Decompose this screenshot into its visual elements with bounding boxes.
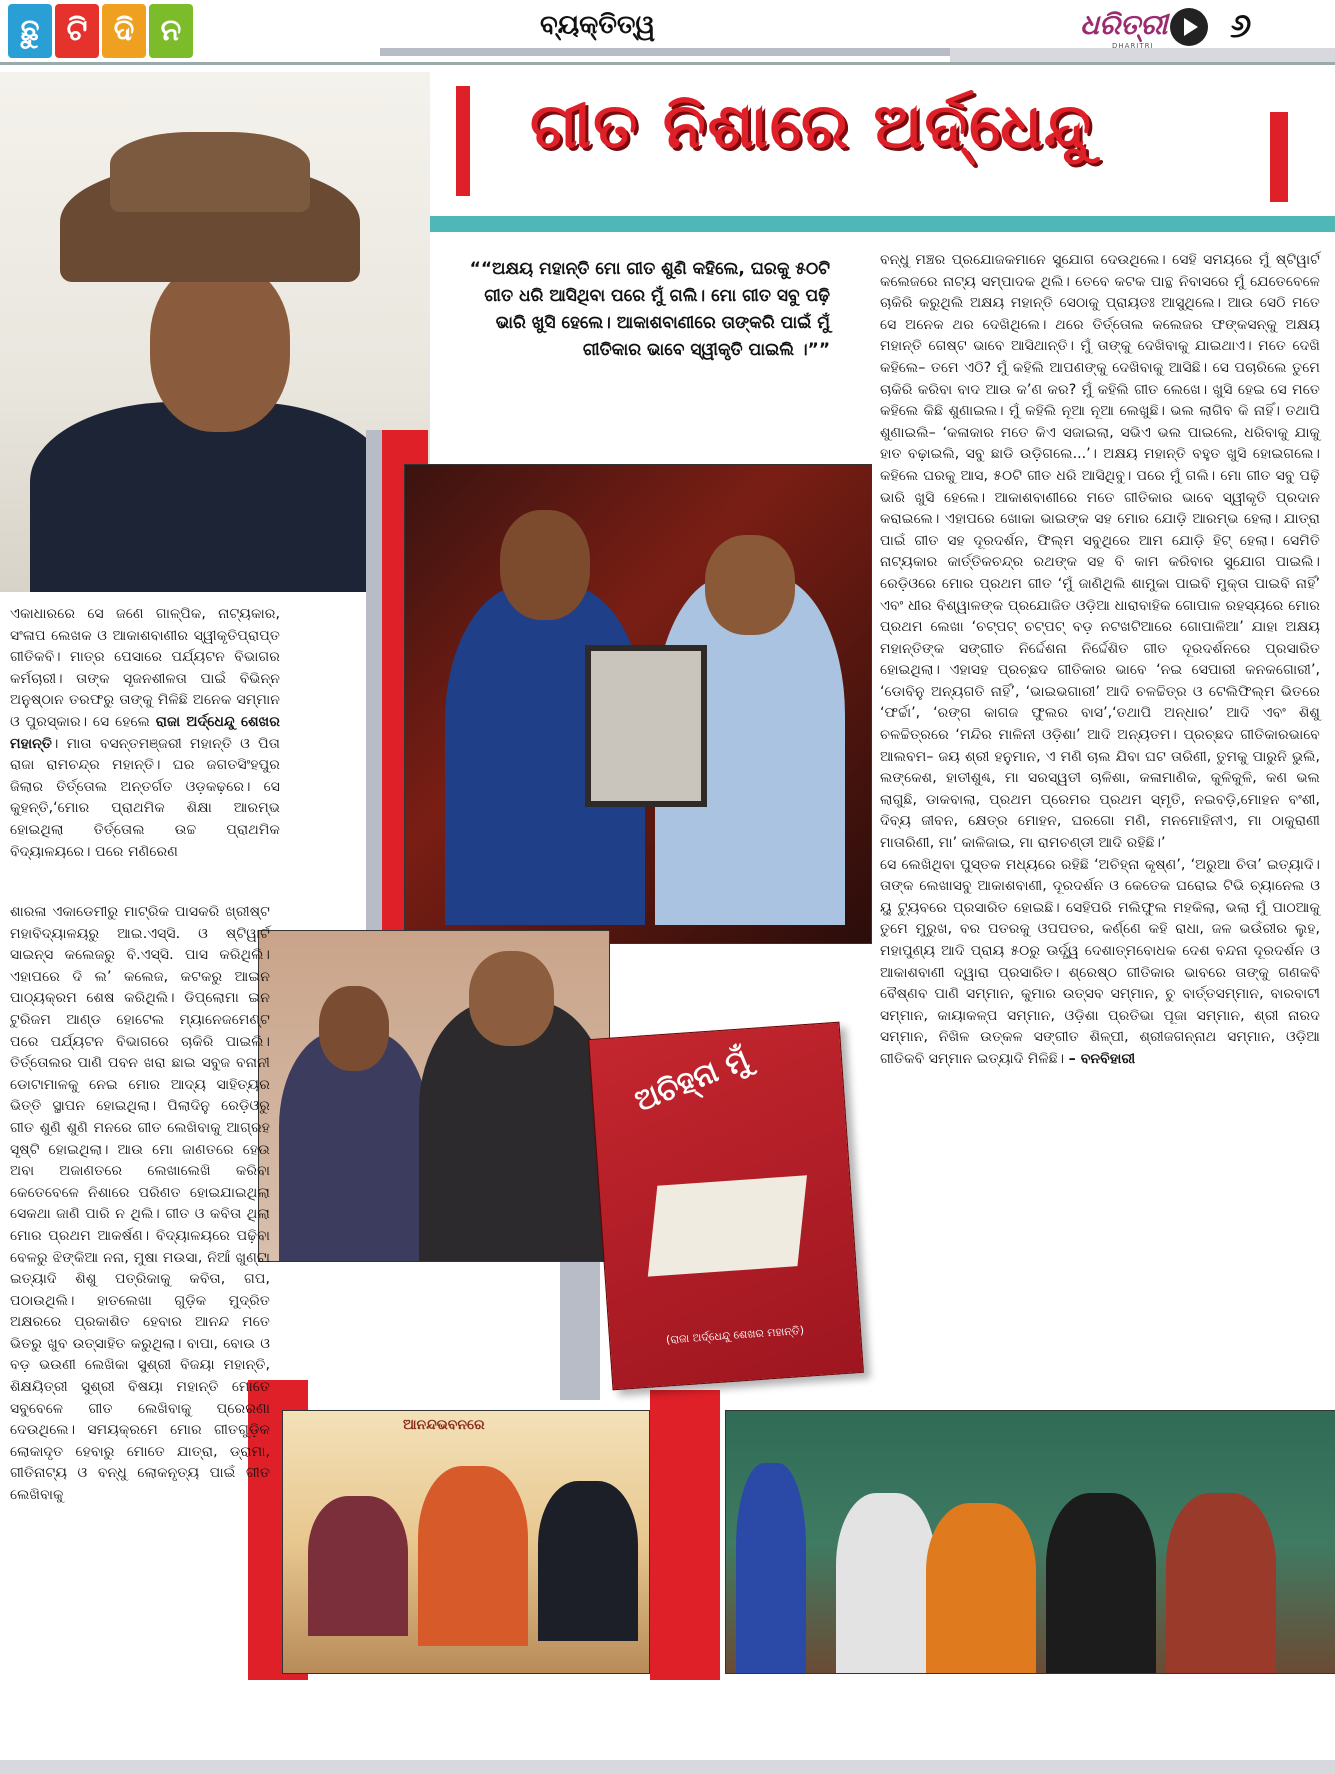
- brand-letter-2: ଟି: [55, 4, 99, 58]
- subject-name: ରାଜା ଅର୍ଦ୍ଧେନ୍ଦୁ ଶେଖର ମହାନ୍ତି: [10, 713, 280, 752]
- stage-banner: ଆନନ୍ଦଭବନରେ: [403, 1417, 485, 1433]
- byline: – ବନବିହାରୀ: [1068, 1050, 1136, 1067]
- book-cover: [588, 1022, 864, 1391]
- paper-sub: DHARITRI: [1112, 42, 1154, 50]
- headline: ଗୀତ ନିଶାରେ ଅର୍ଦ୍ଧେନ୍ଦୁ: [530, 89, 1093, 162]
- teal-bar: [430, 216, 1335, 232]
- pull-quote: ““ଅକ୍ଷୟ ମହାନ୍ତି ମୋ ଗୀତ ଶୁଣି କହିଲେ, ଘରକୁ ୫୦ଟି ଗୀତ ଧରି ଆସିଥିବା ପରେ ମୁଁ ଗଲି। ମୋ ଗୀତ ସବୁ ପଢ଼ି ଭାରି ଖୁସି ହେଲେ। ଆକାଶବାଣୀରେ ତାଙ୍କରି ପାଇଁ ମୁଁ ଗୀତିକାର ଭାବେ ସ୍ୱୀକୃତି ପାଇଲି ।””: [469, 259, 830, 360]
- footer-bar: [0, 1760, 1335, 1774]
- headline-deco-right: [1270, 112, 1288, 202]
- header-bar-right: [950, 48, 1335, 62]
- book-title: ଅଚିହ୍ନା ମୁଁ: [629, 1041, 754, 1120]
- headline-deco-left: [456, 86, 470, 196]
- duo-photo: [258, 930, 610, 1262]
- article-left-top-a: ଏକାଧାରରେ ସେ ଜଣେ ଗାଳ୍ପିକ, ନାଟ୍ୟକାର, ସଂଳାପ ଲେଖକ ଓ ଆକାଶବାଣୀର ସ୍ୱୀକୃତିପ୍ରାପ୍ତ ଗୀତିକବି। ମାତ୍ର ପେସାରେ ପର୍ଯ୍ୟଟନ ବିଭାଗର କର୍ମଚାରୀ। ତାଙ୍କ ସୃଜନଶୀଳତା ପାଇଁ ବିଭିନ୍ନ ଅନୁଷ୍ଠାନ ତରଫରୁ ତାଙ୍କୁ ମିଳିଛି ଅନେକ ସମ୍ମାନ ଓ ପୁରସ୍କାର। ସେ ହେଲେ: [10, 606, 280, 730]
- book-author: (ରାଜା ଅର୍ଦ୍ଧେନ୍ଦୁ ଶେଖର ମହାନ୍ତି): [665, 1323, 805, 1347]
- stage-photo: [282, 1410, 650, 1674]
- play-icon: [1170, 8, 1208, 46]
- brand-letter-1: ଛୁ: [8, 4, 52, 58]
- brand-letter-3: ଦି: [102, 4, 146, 58]
- brand-letter-4: ନ: [149, 4, 193, 58]
- deco-grey-block-1: [366, 430, 382, 950]
- article-right-p1: ବନ୍ଧୁ ମଞ୍ଚର ପ୍ରଯୋଜକମାନେ ସୁଯୋଗ ଦେଉଥିଲେ। ସେହି ସମୟରେ ମୁଁ ଷ୍ଟିୱାର୍ଟ କଲେଜରେ ନାଟ୍ୟ ସମ୍ପାଦକ ଥିଲି। ତେବେ କଟକ ପାନ୍ଥ ନିବାସରେ ମୁଁ ଯେତେବେଳେ ଚାକିରି କରୁଥିଲି ଅକ୍ଷୟ ମହାନ୍ତି ସେଠାକୁ ପ୍ରାୟତଃ ଆସୁଥିଲେ। ଆଉ ସେଠି ମତେ ସେ ଅନେକ ଥର ଦେଖିଥିଲେ। ଥରେ ତିର୍ତ୍ତୋଲ କଲେଜର ଫଙ୍କସନ୍‌କୁ ଅକ୍ଷୟ ମହାନ୍ତି ଗେଷ୍ଟ ଭାବେ ଆସିଥାନ୍ତି। ମୁଁ ତାଙ୍କୁ ଦେଖିବାକୁ ଯାଇଥାଏ। ମତେ ଦେଖି କହିଲେ– ତମେ ଏଠି? ମୁଁ କହିଲି ଆପଣଙ୍କୁ ଦେଖିବାକୁ ଆସିଛି। ସେ ପଚାରିଲେ ତୁମେ ଚାକିରି କରିବା ବାଦ ଆଉ କ’ଣ କର? ମୁଁ କହିଲି ଗୀତ ଲେଖେ। ଖୁସି ହେଇ ସେ ମତେ କହିଲେ କିଛି ଶୁଣାଇଲ। ମୁଁ କହିଲି ନୂଆ ନୂଆ ଲେଖୁଛି। ଭଲ ଲାଗିବ କି ନାହିଁ। ତଥାପି ଶୁଣାଇଲି– ‘କଳାକାର ମତେ କିଏ ସଜାଇଲା, ସଭିଏ ଭଲ ପାଇଲେ, ଧରିବାକୁ ଯାକୁ ହାତ ବଢ଼ାଇଲି, ସବୁ ଛାଡି ଉଡ଼ିଗଲେ...’। ଅକ୍ଷୟ ମହାନ୍ତି ବହୁତ ଖୁସି ହୋଇଗଲେ। କହିଲେ ଘରକୁ ଆସ, ୫୦ଟି ଗୀତ ଧରି ଆସିଥିବୁ। ପରେ ମୁଁ ଗଲି। ମୋ ଗୀତ ସବୁ ପଢ଼ି ଭାରି ଖୁସି ହେଲେ। ଆକାଶବାଣୀରେ ମତେ ଗୀତିକାର ଭାବେ ସ୍ୱୀକୃତି ପ୍ରଦାନ କରାଇଲେ। ଏହାପରେ ଖୋକା ଭାଇଙ୍କ ସହ ମୋର ଯୋଡ଼ି ଆରମ୍ଭ ହେଲା। ଯାତ୍ରା ପାଇଁ ଗୀତ ସହ ଦୂରଦର୍ଶନ, ଫିଲ୍ମ ସବୁଥିରେ ଆମ ଯୋଡ଼ି ହିଟ୍ ହେଲା। ସେମିତି ନାଟ୍ୟକାର କାର୍ତ୍ତିକଚନ୍ଦ୍ର ରଥଙ୍କ ସହ ବି କାମ କରିବାର ସୁଯୋଗ ପାଇଲି। ରେଡ଼ିଓରେ ମୋର ପ୍ରଥମ ଗୀତ ‘ମୁଁ ଜାଣିଥିଲି ଶାମୁକା ପାଇବି ମୁକ୍ତା ପାଇବି ନାହିଁ’ ଏବଂ ଧୀର ବିଶ୍ୱାଳଙ୍କ ପ୍ରଯୋଜିତ ଓଡ଼ିଆ ଧାରାବାହିକ ଗୋପାଳ ରହସ୍ୟରେ ମୋର ପ୍ରଥମ ଲେଖା ‘ଚଟ୍‌ପଟ୍ ଚଟ୍‌ପଟ୍ ବଡ଼ ନଟଖଟିଆରେ ଗୋପାଳିଆ’ ଯାହା ଅକ୍ଷୟ ମହାନ୍ତିଙ୍କ ସଙ୍ଗୀତ ନିର୍ଦ୍ଦେଶନା ନିର୍ଦ୍ଦେଶିତ ଗୀତ ଦୂରଦର୍ଶନରେ ପ୍ରସାରିତ ହୋଇଥିଲା। ଏହାସହ ପ୍ରଚ୍ଛଦ ଗୀତିକାର ଭାବେ ‘ନଇ ସେପାରୀ କନକଗୋରୀ’, ‘ଡୋବିନୁ ଅନ୍ୟଗତି ନାହିଁ’, ‘ଭାଇଭଗାରୀ’ ଆଦି ଚଳଚ୍ଚିତ୍ର ଓ ଟେଲିଫିଲ୍ମ ଭିତରେ ‘ଫର୍ଚ୍ଚା’, ‘ରଙ୍ଗ କାଗଜ ଫୁଲର ବାସ’,‘ତଥାପି ଅନ୍ଧାର’ ଆଦି ଏବଂ ଶିଶୁ ଚଳଚ୍ଚିତ୍ରରେ ‘ମନ୍ଦିର ମାଳିନୀ ଓଡ଼ିଶା’ ଆଦି ଅନ୍ୟତମ। ପ୍ରଚ୍ଛଦ ଗୀତିକାରଭାବେ ଆଲବମ– ଜୟ ଶ୍ରୀ ହନୁମାନ, ଏ ମଣି ଚାଲ ଯିବା ଘଟ ତାରିଣୀ, ତୁମକୁ ପାରୁନି ଭୁଲି, ଲଙ୍କେଶ, ହାତୀଶୁଣ୍ଢ, ମା ସରସ୍ୱତୀ ଚାଳିଶା, କଳାମାଣିକ, କୁଳିକୁଳି, କଣ ଭଲ ଲାଗୁଛି, ଡାକବାଲା, ପ୍ରଥମ ପ୍ରେମର ପ୍ରଥମ ସ୍ମୃତି, ନଇବଡ଼ି,ମୋହନ ବଂଶୀ, ଦିବ୍ୟ ଜୀବନ, କ୍ଷେତ୍ର ମୋହନ, ଘରଗୋ ମଣି, ମନମୋହିନୀଏ, ମା ଠାକୁରାଣୀ ମାତାରିଣୀ, ମା’ କାଳିଜାଇ, ମା ରାମଚଣ୍ଡୀ ଆଦି ରହିଛି।’: [880, 252, 1320, 852]
- header-rule: [0, 62, 1335, 65]
- article-left-bottom: ଶାରଳା ଏକାଡେମୀରୁ ମାଟ୍ରିକ ପାସକରି ଖ୍ରୀଷ୍ଟ ମହାବିଦ୍ୟାଳୟରୁ ଆଇ.ଏସ୍‌ସି. ଓ ଷ୍ଟିୱାର୍ଟ ସାଇନ୍ସ କଲେଜରୁ ବି.ଏସ୍‌ସି. ପାସ କରିଥିଲି। ଏହାପରେ ଦି ଲ’ କଲେଜ, କଟକରୁ ଆଇନ ପାଠ୍ୟକ୍ରମ ଶେଷ କରିଥିଲି। ଡିପ୍ଲୋମା ଇନ ଟୁରିଜମ ଆଣ୍ଡ ହୋଟେଲ ମ୍ୟାନେଜମେଣ୍ଟ ପରେ ପର୍ଯ୍ୟଟନ ବିଭାଗରେ ଚାକିରି ପାଇଲି। ତିର୍ତ୍ତୋଲର ପାଣି ପବନ ଖରା ଛାଇ ସବୁଜ ବନାନୀ ଡୋଟାମାଳକୁ ନେଇ ମୋର ଆଦ୍ୟ ସାହିତ୍ୟର ଭିତ୍ତି ସ୍ଥାପନ ହୋଇଥିଲା। ପିଲାଦିନୁ ରେଡ଼ିଓରୁ ଗୀତ ଶୁଣି ଶୁଣି ମନରେ ଗୀତ ଲେଖିବାକୁ ଆଗ୍ରହ ସୃଷ୍ଟି ହୋଇଥିଲା। ଆଉ ମୋ ଜାଣତରେ ହେଉ ଅବା ଅଜାଣତରେ ଲେଖାଲେଖି କରିବା କେତେବେଳେ ନିଶାରେ ପରିଣତ ହୋଇଯାଇଥିଲା ସେକଥା ଜାଣି ପାରି ନ ଥିଲି। ଗୀତ ଓ କବିତା ଥିଲା ମୋର ପ୍ରଥମ ଆକର୍ଷଣ। ବିଦ୍ୟାଳୟରେ ପଢ଼ିବା ବେଳରୁ ଝିଙ୍କିଆ ନନା, ମୁଷା ମଉସା, ନିଆଁ ଖୁଣ୍ଟା ଇତ୍ୟାଦି ଶିଶୁ ପତ୍ରିକାକୁ କବିତା, ଗପ, ପଠାଉଥିଲି। ହାତଲେଖା ଗୁଡ଼ିକ ମୁଦ୍ରିତ ଅକ୍ଷରରେ ପ୍ରକାଶିତ ହେବାର ଆନନ୍ଦ ମତେ ଭିତରୁ ଖୁବ ଉତ୍ସାହିତ କରୁଥିଲା। ବାପା, ବୋଉ ଓ ବଡ଼ ଭଉଣୀ ଲେଖିକା ସୁଶ୍ରୀ ବିଜୟା ମହାନ୍ତି, ଶିକ୍ଷୟିତ୍ରୀ ସୁଶ୍ରୀ ବିଷୟା ମହାନ୍ତି ମୋତେ ସବୁବେଳେ ଗୀତ ଲେଖିବାକୁ ପ୍ରେରଣା ଦେଉଥିଲେ। ସମୟକ୍ରମେ ମୋର ଗୀତଗୁଡ଼ିକ ଲୋକାଦୃତ ହେବାରୁ ମୋତେ ଯାତ୍ରା, ଡ୍ରାମା, ଗୀତିନାଟ୍ୟ ଓ ବନ୍ଧୁ ଲୋକନୃତ୍ୟ ପାଇଁ ଗୀତ ଲେଖିବାକୁ: [10, 904, 270, 1504]
- deco-red-block-3: [650, 1390, 720, 1680]
- article-left-top: [10, 604, 280, 863]
- section-bar: [380, 48, 950, 56]
- brand-logo: [8, 4, 193, 58]
- page-number: ୬: [1230, 6, 1252, 46]
- article-left-top-b: । ମାତା ବସନ୍ତମଞ୍ଜରୀ ମହାନ୍ତି ଓ ପିତା ରାଜା ରାମଚନ୍ଦ୍ର ମହାନ୍ତି। ଘର ଜଗତସିଂହପୁର ଜିଲାର ତିର୍ତ୍ତୋଲ ଅନ୍ତର୍ଗତ ଓଡ଼କଢ଼ରେ। ସେ କୁହନ୍ତି,‘ମୋର ପ୍ରାଥମିକ ଶିକ୍ଷା ଆରମ୍ଭ ହୋଇଥିଲା ତିର୍ତ୍ତୋଲ ଉଚ୍ଚ ପ୍ରାଥମିକ ବିଦ୍ୟାଳୟରେ। ପରେ ମଣିରେଣ: [10, 735, 280, 860]
- section-title: ବ୍ୟକ୍ତିତ୍ୱ: [540, 10, 656, 40]
- paper-name: ଧରିତ୍ରୀ: [1080, 8, 1168, 41]
- headline-block: [450, 85, 1310, 195]
- group-photo: [725, 1410, 1335, 1674]
- article-right-p2: [880, 855, 1320, 1071]
- article-right: [880, 250, 1320, 1071]
- award-photo: [404, 464, 872, 944]
- article-right-p2-text: ସେ ଲେଖିଥିବା ପୁସ୍ତକ ମଧ୍ୟରେ ରହିଛି ‘ଅଚିହ୍ନା କୃଷ୍ଣ’, ‘ଅରୁଆ ଚିତା’ ଇତ୍ୟାଦି। ତାଙ୍କ ଲେଖାସବୁ ଆକାଶବାଣୀ, ଦୂରଦର୍ଶନ ଓ କେତେକ ଘରୋଇ ଟିଭି ଚ୍ୟାନେଲ ଓ ୟୁ ଟ୍ୟୁବରେ ପ୍ରସାରିତ ହୋଇଛି। ସେହିପରି ମଲିଫୁଲ ମହକିଲା, ଭଲା ମୁଁ ପାଠଆକୁ ତୁମେ ମୁରୁଖ, ବର ପତରକୁ ଓପପତର, କର୍ଣ୍ଣେ କହି ରାଧା, ଜଳ ଭଉଁରୀର ଲୁହ, ମହାପୁଣ୍ୟ ଆଦି ପ୍ରାୟ ୫୦ରୁ ଊର୍ଦ୍ଧ୍ୱ ଦେଶାତ୍ମବୋଧକ ଦେଶ ବନ୍ଦନା ଦୂରଦର୍ଶନ ଓ ଆକାଶବାଣୀ ଦ୍ୱାରା ପ୍ରସାରିତ। ଶ୍ରେଷ୍ଠ ଗୀତିକାର ଭାବରେ ତାଙ୍କୁ ଗଣକବି ବୈଷ୍ଣବ ପାଣି ସମ୍ମାନ, କୁମାର ଉତ୍ସବ ସମ୍ମାନ, ଚୁ ବାର୍ତ୍ତସମ୍ମାନ, ବାରବାଟୀ ସମ୍ମାନ, କାୟାକଳ୍ପ ସମ୍ମାନ, ଓଡ଼ିଶା ପ୍ରତିଭା ପୂଜା ସମ୍ମାନ, ଶ୍ରୀ ନାରଦ ସମ୍ମାନ, ନିଖିଳ ଉତ୍କଳ ସଙ୍ଗୀତ ଶିଳ୍ପୀ, ଶ୍ରୀଜଗନ୍ନାଥ ସମ୍ମାନ, ଓଡ଼ିଆ ଗୀତିକବି ସମ୍ମାନ ଇତ୍ୟାଦି ମିଳିଛି।: [880, 856, 1320, 1067]
